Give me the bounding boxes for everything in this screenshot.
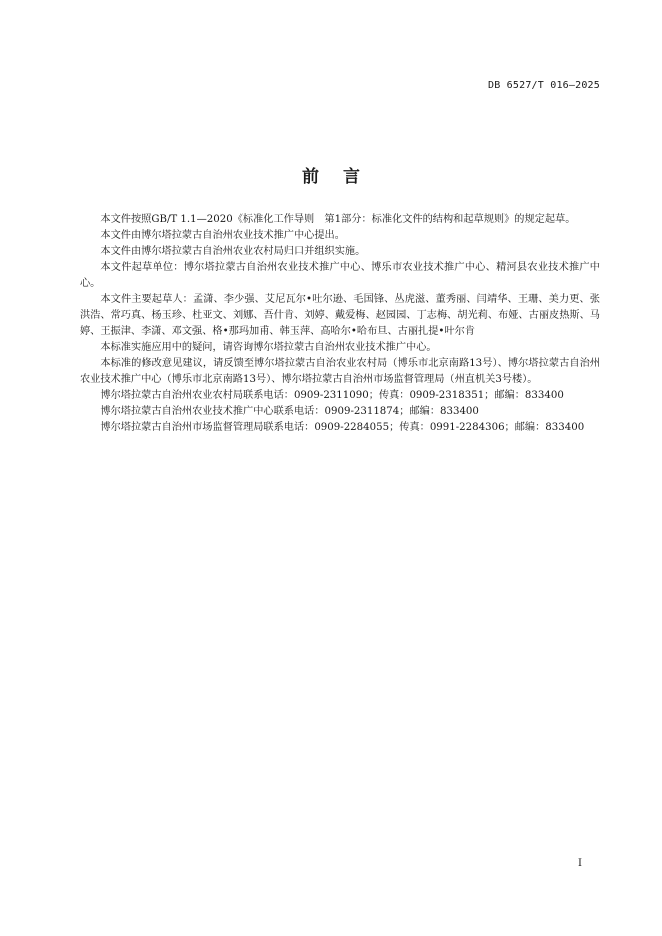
paragraph-drafters: 本文件主要起草人：孟潇、李少强、艾尼瓦尔•吐尔逊、毛国锋、丛虎滋、董秀丽、闫靖华、王珊、美力更、张洪浩、常巧真、杨玉珍、杜亚文、刘娜、吾什肯、刘婷、戴爱梅、赵园园、丁志梅、胡光莉、布娅、古丽皮热斯、马婷、王振津、李潇、邓文强、格•那玛加甫、韩玉萍、高哈尔•哈布旦、古丽扎提•叶尔肯	[80, 294, 600, 337]
page-title: 前言	[302, 167, 384, 187]
preface-body	[80, 212, 600, 436]
paragraph-contact-market-bureau: 博尔塔拉蒙古自治州市场监督管理局联系电话：0909-2284055；传真：0991-2284306；邮编：833400	[100, 422, 585, 433]
paragraph-inquiry: 本标准实施应用中的疑问，请咨询博尔塔拉蒙古自治州农业技术推广中心。	[100, 342, 437, 353]
standard-code: DB 6527/T 016—2025	[488, 80, 600, 91]
paragraph-feedback: 本标准的修改意见建议，请反馈至博尔塔拉蒙古自治农业农村局（博乐市北京南路13号）、博尔塔拉蒙古自治州农业技术推广中心（博乐市北京南路13号）、博尔塔拉蒙古自治州市场监督管理局（州直机关3号楼）。	[80, 358, 600, 385]
page-number: I	[578, 858, 582, 869]
paragraph-drafting-basis: 本文件按照GB/T 1.1—2020《标准化工作导则 第1部分：标准化文件的结构和起草规则》的规定起草。	[100, 214, 576, 225]
paragraph-contact-agriculture-bureau: 博尔塔拉蒙古自治州农业农村局联系电话：0909-2311090；传真：0909-2318351；邮编：833400	[100, 390, 564, 401]
paragraph-administrator: 本文件由博尔塔拉蒙古自治州农业农村局归口并组织实施。	[100, 246, 366, 257]
paragraph-drafting-units: 本文件起草单位：博尔塔拉蒙古自治州农业技术推广中心、博乐市农业技术推广中心、精河县农业技术推广中心。	[80, 262, 600, 289]
paragraph-proposer: 本文件由博尔塔拉蒙古自治州农业技术推广中心提出。	[100, 230, 345, 241]
paragraph-contact-extension-center: 博尔塔拉蒙古自治州农业技术推广中心联系电话：0909-2311874；邮编：833400	[100, 406, 479, 417]
